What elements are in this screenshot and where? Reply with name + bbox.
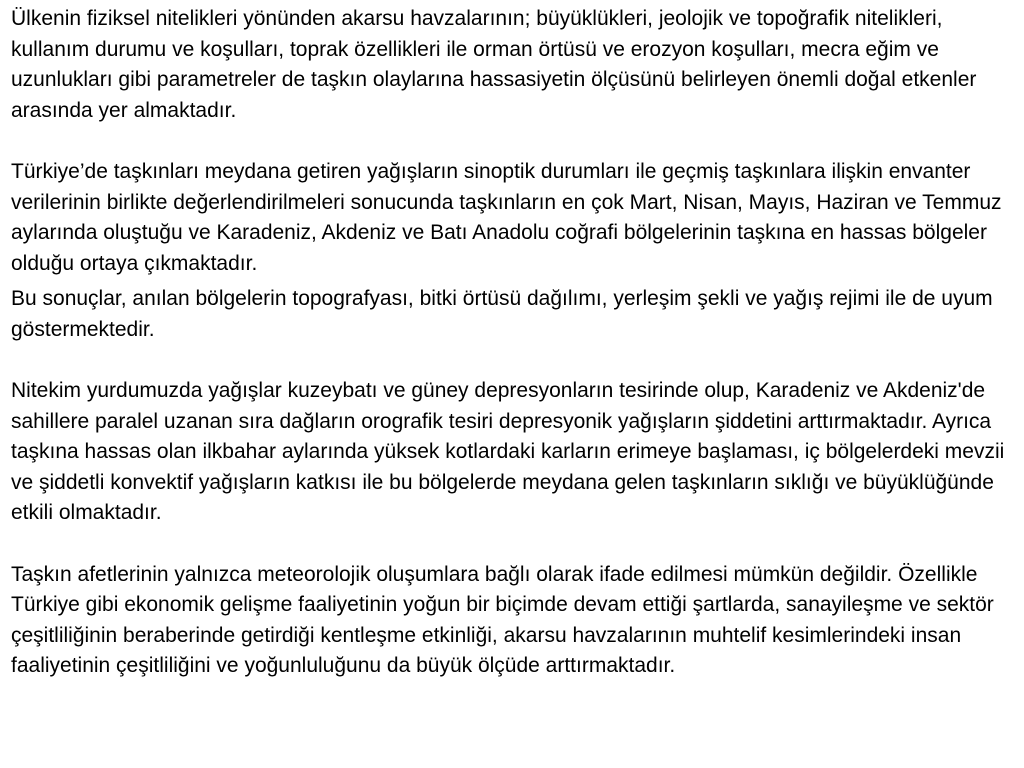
paragraph-3: Bu sonuçlar, anılan bölgelerin topografyası, bitki örtüsü dağılımı, yerleşim şekli ve yağış rejimi ile de uyum göstermektedir. (11, 287, 993, 341)
paragraph-4: Nitekim yurdumuzda yağışlar kuzeybatı ve güney depresyonların tesirinde olup, Karadeniz ve Akdeniz'de sahillere paralel uzanan sıra dağların orografik tesiri depresyonik yağışların şiddetini arttırmaktadır. Ayrıca taşkına hassas olan ilkbahar aylarında yüksek kotlardaki karların erimeye başlaması, iç bölgelerdeki mevzii ve şiddetli konvektif yağışların katkısı ile bu bölgelerde meydana gelen taşkınların sıklığı ve büyüklüğünde etkili olmaktadır. (11, 379, 1005, 524)
paragraph-spacer (11, 126, 1014, 157)
paragraph-spacer (11, 529, 1014, 560)
paragraph-1: Ülkenin fiziksel nitelikleri yönünden akarsu havzalarının; büyüklükleri, jeolojik ve topoğrafik nitelikleri, kullanım durumu ve koşulları, toprak özellikleri ile orman örtüsü ve erozyon koşulları, mecra eğim ve uzunlukları gibi parametreler de taşkın olaylarına hassasiyetin ölçüsünü belirleyen önemli doğal etkenler arasında yer almaktadır. (11, 7, 977, 122)
paragraph-2: Türkiye’de taşkınları meydana getiren yağışların sinoptik durumları ile geçmiş taşkınlara ilişkin envanter verilerinin birlikte değerlendirilmeleri sonucunda taşkınların en çok Mart, Nisan, Mayıs, Haziran ve Temmuz aylarında oluştuğu ve Karadeniz, Akdeniz ve Batı Anadolu coğrafi bölgelerinin taşkına en hassas bölgeler olduğu ortaya çıkmaktadır. (11, 160, 1002, 275)
paragraph-5: Taşkın afetlerinin yalnızca meteorolojik oluşumlara bağlı olarak ifade edilmesi mümkün değildir. Özellikle Türkiye gibi ekonomik gelişme faaliyetinin yoğun bir biçimde devam ettiği şartlarda, sanayileşme ve sektör çeşitliliğinin beraberinde getirdiği kentleşme etkinliği, akarsu havzalarının muhtelif kesimlerindeki insan faaliyetinin çeşitliliğini ve yoğunluluğunu da büyük ölçüde arttırmaktadır. (11, 562, 994, 677)
paragraph-spacer (11, 345, 1014, 376)
